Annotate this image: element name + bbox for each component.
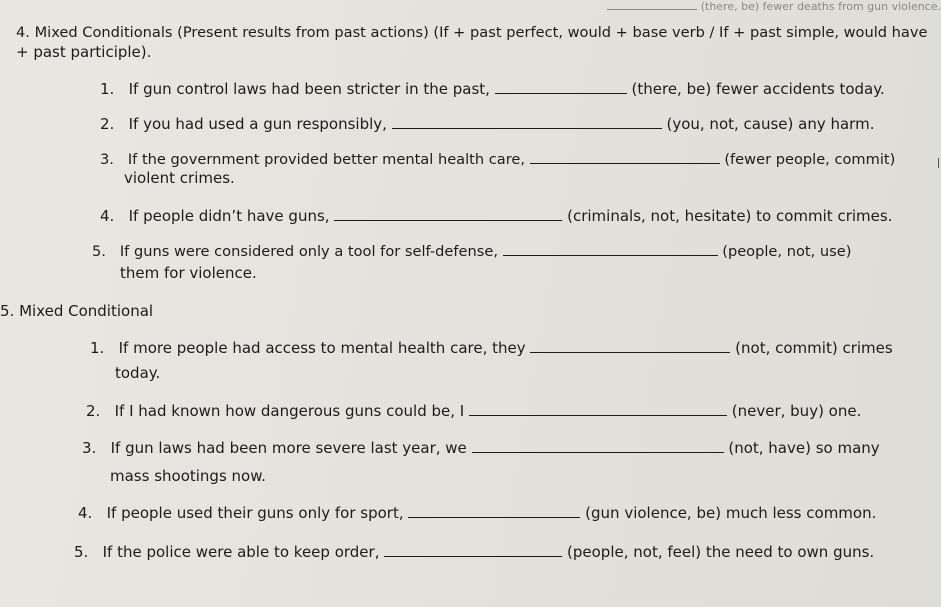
item-text-after: (fewer people, commit) (724, 151, 896, 168)
section4-title-line1: 4. Mixed Conditionals (Present results from past actions) (If + past perfect, would + base verb / If + past simple, would have (16, 24, 928, 41)
item-text-after: (you, not, cause) any harm. (666, 115, 875, 133)
item-text-after: (people, not, feel) the need to own guns. (567, 543, 875, 561)
item-text-before: If guns were considered only a tool for self-defense, (119, 243, 498, 260)
item-text-after: (criminals, not, hesitate) to commit crimes. (567, 207, 893, 225)
item-text-before: If the police were able to keep order, (102, 543, 380, 561)
answer-blank[interactable] (334, 206, 562, 221)
item-text-before: If people didn’t have guns, (128, 207, 330, 225)
answer-blank[interactable] (530, 149, 720, 164)
answer-blank[interactable] (408, 503, 580, 518)
item-text-before: If gun laws had been more severe last year, we (110, 439, 467, 457)
item-number: 5. (92, 243, 106, 260)
section5-item-5 (74, 542, 874, 561)
item-number: 3. (100, 151, 114, 168)
item-text-before: If people used their guns only for sport, (106, 504, 404, 522)
item-text-before: If you had used a gun responsibly, (128, 115, 387, 133)
item-text-after: (not, have) so many (728, 439, 880, 457)
section4-item-3-continuation: violent crimes. (124, 169, 235, 187)
item-text-after: (there, be) fewer accidents today. (631, 80, 885, 98)
answer-blank[interactable] (469, 401, 727, 416)
item-text-before: If the government provided better mental health care, (127, 151, 526, 168)
item-text-after: (people, not, use) (722, 243, 852, 260)
answer-blank[interactable] (530, 338, 730, 353)
item-text-before: If I had known how dangerous guns could be, I (114, 402, 465, 420)
item-number: 1. (100, 80, 115, 98)
answer-blank[interactable] (503, 241, 718, 256)
item-text-after: (gun violence, be) much less common. (585, 504, 877, 522)
section5-title: 5. Mixed Conditional (0, 302, 154, 320)
section5-item-1 (90, 338, 893, 357)
item-number: 2. (100, 115, 115, 133)
item-number: 3. (82, 439, 97, 457)
section5-item-1-continuation: today. (115, 364, 161, 382)
answer-blank[interactable] (392, 114, 662, 129)
section4-title-line2: + past participle). (16, 43, 152, 61)
item-number: 4. (78, 504, 93, 522)
item-number: 2. (86, 402, 101, 420)
item-text-after: (not, commit) crimes (735, 339, 893, 357)
item-number: 1. (90, 339, 105, 357)
section5-item-2 (86, 401, 861, 420)
margin-mark (938, 158, 939, 168)
section4-item-3 (100, 149, 895, 169)
cut-off-text: (there, be) fewer deaths from gun violence. (700, 0, 941, 13)
section5-item-4 (78, 503, 876, 522)
section4-item-4 (100, 206, 892, 225)
section5-item-3-continuation: mass shootings now. (110, 467, 266, 485)
section4-item-5 (92, 241, 851, 261)
cut-off-previous-line (607, 0, 941, 12)
answer-blank[interactable] (495, 79, 627, 94)
answer-blank[interactable] (472, 438, 724, 453)
item-number: 5. (74, 543, 89, 561)
section4-item-2 (100, 114, 874, 133)
section5-item-3 (82, 438, 880, 457)
item-text-before: If gun control laws had been stricter in the past, (128, 80, 490, 98)
item-text-before: If more people had access to mental health care, they (118, 339, 526, 357)
answer-blank[interactable] (384, 542, 562, 557)
item-number: 4. (100, 207, 115, 225)
section4-item-5-continuation: them for violence. (120, 264, 257, 282)
item-text-after: (never, buy) one. (731, 402, 862, 420)
cut-off-blank (607, 9, 697, 10)
section4-item-1 (100, 79, 885, 98)
